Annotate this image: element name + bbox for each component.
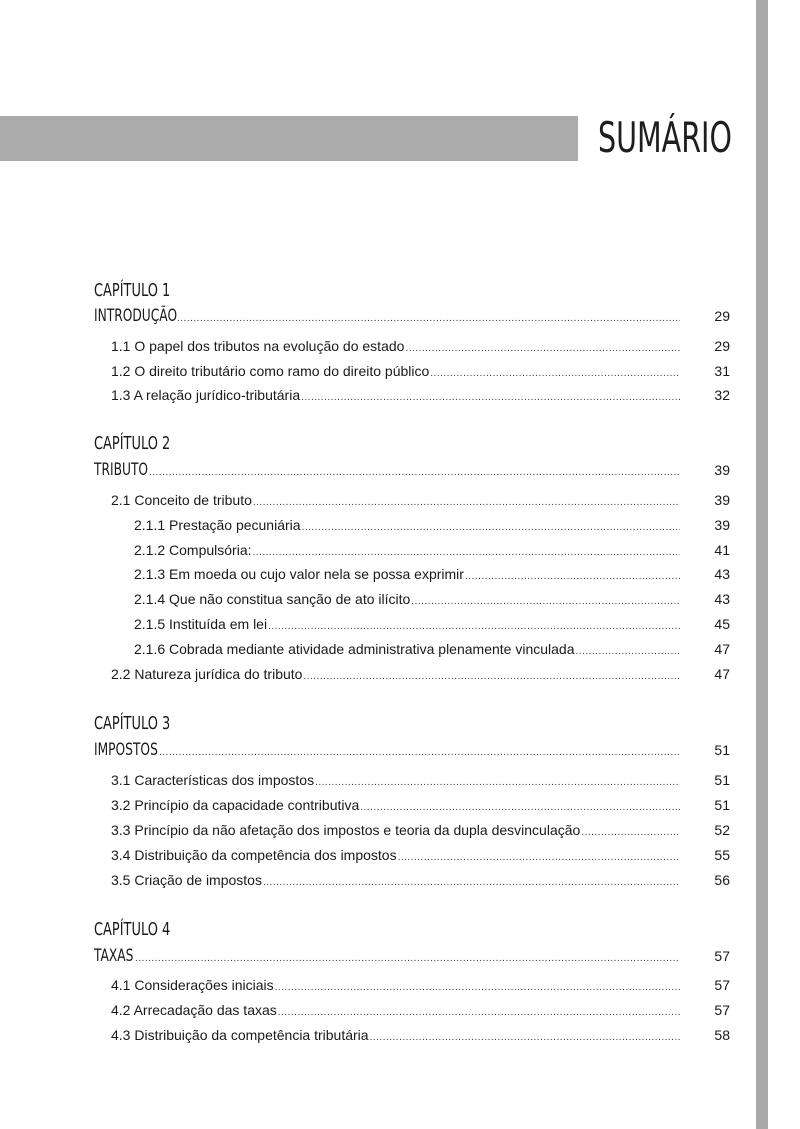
chapter-heading[interactable]: [94, 944, 730, 968]
dot-leader: [315, 771, 680, 795]
toc-entry[interactable]: [111, 998, 730, 1022]
toc-entry[interactable]: [134, 637, 730, 661]
entry-title: 4.2 Arrecadação das taxas: [111, 1002, 277, 1018]
page-number: 32: [714, 387, 730, 403]
entry-title: 4.1 Considerações iniciais: [111, 977, 274, 993]
toc-entry[interactable]: [111, 973, 730, 997]
toc-entry[interactable]: [111, 383, 730, 407]
entry-title: 3.5 Criação de impostos: [111, 872, 262, 888]
dot-leader: [581, 821, 680, 845]
page-number: 43: [714, 591, 730, 607]
chapter-title: INTRODUÇÃO: [94, 306, 178, 326]
entry-title: 2.1.3 Em moeda ou cujo valor nela se possa exprimir: [134, 566, 464, 582]
toc-entry[interactable]: [111, 488, 730, 512]
chapter-label: CAPÍTULO 4: [94, 919, 171, 940]
toc-entry[interactable]: [134, 562, 730, 586]
page-number: 56: [714, 872, 730, 888]
dot-leader: [149, 461, 680, 485]
toc-entry[interactable]: [111, 793, 730, 817]
dot-leader: [411, 590, 680, 614]
toc-entry[interactable]: [134, 538, 730, 562]
toc-entry[interactable]: [134, 587, 730, 611]
entry-title: 3.3 Princípio da não afetação dos impostos e teoria da dupla desvinculação: [111, 822, 581, 838]
dot-leader: [360, 796, 680, 820]
entry-title: 4.3 Distribuição da competência tributária: [111, 1027, 369, 1043]
chapter-label: CAPÍTULO 2: [94, 433, 171, 454]
entry-title: 2.1.1 Prestação pecuniária: [134, 517, 301, 533]
dot-leader: [275, 976, 680, 1000]
page-number: 43: [714, 566, 730, 582]
page-number: 58: [714, 1027, 730, 1043]
entry-title: 1.1 O papel dos tributos na evolução do estado: [111, 338, 405, 354]
chapter-label: CAPÍTULO 3: [94, 713, 171, 734]
dot-leader: [263, 871, 680, 895]
toc-entry[interactable]: [111, 868, 730, 892]
page-number: 39: [714, 517, 730, 533]
entry-title: 2.1.6 Cobrada mediante atividade administrativa plenamente vinculada: [134, 641, 575, 657]
page-edge-bar: [756, 0, 768, 1129]
dot-leader: [301, 386, 680, 410]
dot-leader: [177, 307, 680, 331]
toc-entry[interactable]: [134, 612, 730, 636]
entry-title: 1.3 A relação jurídico-tributária: [111, 387, 301, 403]
entry-title: 3.4 Distribuição da competência dos impostos: [111, 847, 397, 863]
entry-title: 3.2 Princípio da capacidade contributiva: [111, 797, 360, 813]
chapter-label: CAPÍTULO 1: [94, 280, 171, 301]
chapter-title: IMPOSTOS: [94, 740, 158, 760]
page-number: 39: [714, 492, 730, 508]
entry-title: 2.1.4 Que não constitua sanção de ato ilícito: [134, 591, 411, 607]
toc-entry[interactable]: [111, 662, 730, 686]
toc-entry[interactable]: [111, 768, 730, 792]
page-number: 51: [714, 797, 730, 813]
entry-title: 3.1 Características dos impostos: [111, 772, 315, 788]
toc-entry[interactable]: [111, 818, 730, 842]
page-number: 39: [714, 462, 730, 478]
page-number: 51: [714, 772, 730, 788]
page-number: 31: [714, 363, 730, 379]
dot-leader: [465, 565, 680, 589]
entry-title: 2.1 Conceito de tributo: [111, 492, 252, 508]
page-number: 41: [714, 542, 730, 558]
dot-leader: [303, 665, 680, 689]
entry-title: 2.1.5 Instituída em lei: [134, 616, 268, 632]
dot-leader: [278, 1001, 680, 1025]
toc-entry[interactable]: [134, 513, 730, 537]
page-number: 29: [714, 338, 730, 354]
chapter-heading[interactable]: [94, 458, 730, 482]
page-number: 29: [714, 308, 730, 324]
entry-title: 1.2 O direito tributário como ramo do direito público: [111, 363, 430, 379]
page-number: 57: [714, 977, 730, 993]
chapter-title: TRIBUTO: [94, 460, 149, 480]
page-number: 57: [714, 1002, 730, 1018]
dot-leader: [398, 846, 680, 870]
dot-leader: [405, 337, 680, 361]
page-number: 47: [714, 641, 730, 657]
dot-leader: [159, 741, 680, 765]
page-number: 52: [714, 822, 730, 838]
chapter-heading[interactable]: [94, 738, 730, 762]
dot-leader: [135, 947, 680, 971]
dot-leader: [302, 516, 680, 540]
entry-title: 2.1.2 Compulsória:: [134, 542, 252, 558]
dot-leader: [576, 640, 681, 664]
page-number: 47: [714, 666, 730, 682]
chapter-title: TAXAS: [94, 946, 134, 966]
dot-leader: [370, 1026, 680, 1050]
dot-leader: [253, 491, 680, 515]
toc-entry[interactable]: [111, 1023, 730, 1047]
page-number: 57: [714, 948, 730, 964]
toc-entry[interactable]: [111, 843, 730, 867]
toc-entry[interactable]: [111, 359, 730, 383]
page-title: SUMÁRIO: [598, 113, 732, 162]
dot-leader: [268, 615, 680, 639]
entry-title: 2.2 Natureza jurídica do tributo: [111, 666, 303, 682]
toc-entry[interactable]: [111, 334, 730, 358]
page-number: 55: [714, 847, 730, 863]
page-number: 45: [714, 616, 730, 632]
chapter-heading[interactable]: [94, 304, 730, 328]
page-number: 51: [714, 742, 730, 758]
